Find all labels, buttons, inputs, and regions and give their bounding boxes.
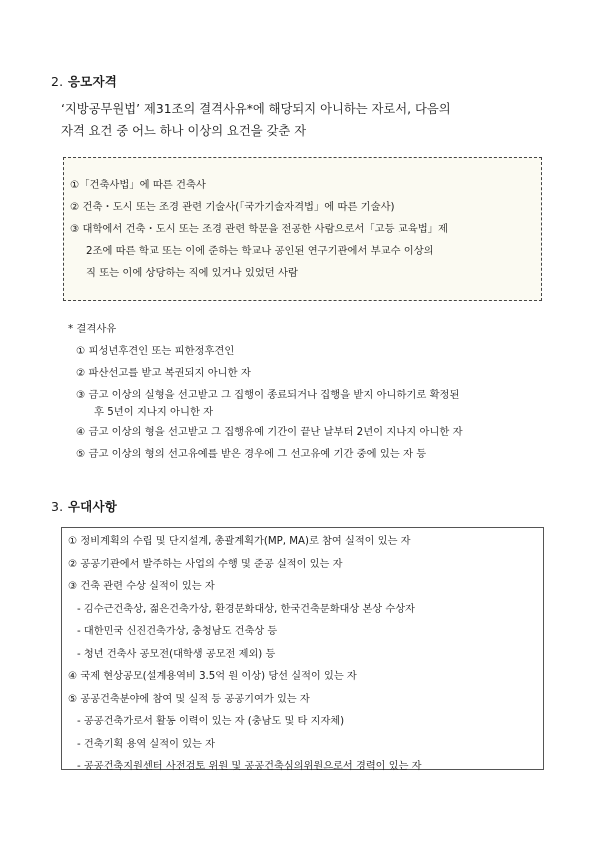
preference-subitem: - 공공건축지원센터 사전검토 위원 및 공공건축심의위원으로서 경력이 있는 자 (77, 761, 422, 772)
note-item: ① 피성년후견인 또는 피한정후견인 (76, 345, 235, 357)
qualification-item-continued: 2조에 따른 학교 또는 이에 준하는 학교나 공인된 연구기관에서 부교수 이상의 (86, 245, 434, 257)
note-item: ② 파산선고를 받고 복권되지 아니한 자 (76, 367, 251, 379)
preference-item: ② 공공기관에서 발주하는 사업의 수행 및 준공 실적이 있는 자 (68, 558, 343, 570)
notes-title: * 결격사유 (68, 323, 117, 335)
preference-subitem: - 청년 건축사 공모전(대학생 공모전 제외) 등 (77, 648, 276, 660)
qualification-box (63, 157, 542, 301)
section2-number: 2. (51, 74, 64, 89)
section3-heading (51, 497, 117, 515)
note-item: ④ 금고 이상의 형을 선고받고 그 집행유예 기간이 끝난 날부터 2년이 지나지 아니한 자 (76, 426, 463, 438)
preference-subitem: - 대한민국 신진건축가상, 충청남도 건축상 등 (77, 626, 278, 637)
section2-heading (51, 72, 117, 90)
section2-title: 응모자격 (67, 74, 117, 89)
qualification-item-continued: 직 또는 이에 상당하는 직에 있거나 있었던 사람 (86, 267, 298, 279)
note-item-continued: 후 5년이 지나지 아니한 자 (94, 406, 214, 418)
preference-subitem: - 공공건축가로서 활동 이력이 있는 자 (충남도 및 타 지자체) (77, 716, 345, 727)
note-item: ⑤ 금고 이상의 형의 선고유예를 받은 경우에 그 선고유예 기간 중에 있는 자 등 (76, 448, 427, 460)
qualification-item: ② 건축・도시 또는 조경 관련 기술사(「국가기술자격법」에 따른 기술사) (70, 201, 395, 213)
note-item (68, 384, 548, 421)
note-item-line: ③ 금고 이상의 실형을 선고받고 그 집행이 종료되거나 집행을 받지 아니하기로 확정된 (76, 389, 460, 401)
preference-item: ⑤ 공공건축분야에 참여 및 실적 등 공공기여가 있는 자 (68, 693, 310, 705)
preference-item: ③ 건축 관련 수상 실적이 있는 자 (68, 581, 215, 592)
qualification-item: ①「건축사법」에 따른 건축사 (70, 179, 206, 191)
intro-line-1: ‘지방공무원법’ 제31조의 결격사유*에 해당되지 아니하는 자로서, 다음의 (61, 102, 451, 116)
section3-number: 3. (51, 499, 64, 514)
intro-line-2: 자격 요건 중 어느 하나 이상의 요건을 갖춘 자 (61, 124, 307, 138)
section2-intro (61, 98, 551, 142)
preference-subitem: - 김수근건축상, 젊은건축가상, 환경문화대상, 한국건축문화대상 본상 수상자 (77, 603, 415, 615)
preference-item: ① 정비계획의 수립 및 단지설계, 총괄계획가(MP, MA)로 참여 실적이 있는 자 (68, 536, 411, 547)
preference-box (61, 527, 544, 770)
disqualification-notes (68, 318, 548, 465)
qualification-item: ③ 대학에서 건축・도시 또는 조경 관련 학문을 전공한 사람으로서「고등 교육법」제 (70, 223, 448, 235)
preference-item: ④ 국제 현상공모(설계용역비 3.5억 원 이상) 당선 실적이 있는 자 (68, 671, 357, 682)
section3-title: 우대사항 (67, 499, 117, 514)
preference-subitem: - 건축기획 용역 실적이 있는 자 (77, 738, 215, 750)
